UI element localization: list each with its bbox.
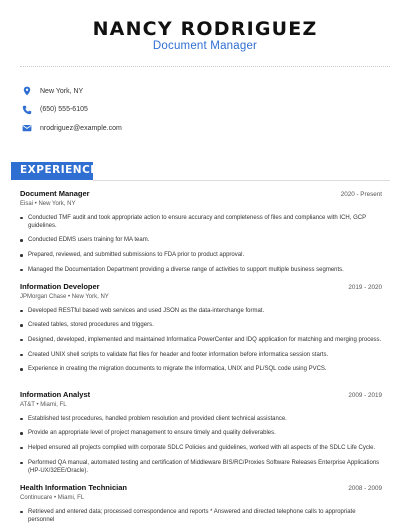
email-icon	[22, 123, 32, 133]
location-pin-icon	[22, 86, 32, 96]
contact-block	[22, 82, 382, 138]
job-company: Continucare • Miami, FL	[20, 495, 85, 501]
bullet-item: Performed QA manual, automated testing and certification of Middleware BIS/RC/Proxies Software Releases Enterprise Applications (HP-UX/32EE/Oracle).	[20, 459, 382, 475]
bullet-item: Managed the Documentation Department providing a diverse range of activities to support multiple business segments.	[20, 266, 382, 274]
job-title: Document Manager	[20, 189, 90, 198]
location-text: New York, NY	[40, 87, 84, 95]
bullet-item: Developed RESTful based web services and used JSON as the data-interchange format.	[20, 307, 382, 315]
job-company: Eisai • New York, NY	[20, 201, 76, 207]
job-company: JPMorgan Chase • New York, NY	[20, 294, 109, 300]
bullet-item: Conducted TMF audit and took appropriate action to ensure accuracy and completeness of files and compliance with ICH, GCP guidelines.	[20, 214, 382, 230]
job-entry	[20, 390, 382, 475]
experience-heading: EXPERIENCE	[20, 164, 98, 176]
phone-text: (650) 555-6105	[40, 106, 88, 113]
header-divider	[20, 66, 390, 67]
email-text: nrodriguez@example.com	[40, 124, 122, 132]
job-dates: 2019 - 2020	[348, 284, 382, 291]
bullet-item: Created UNIX shell scripts to validate flat files for header and footer information before informatica session starts.	[20, 351, 382, 359]
bullet-item: Created tables, stored procedures and triggers.	[20, 321, 382, 329]
contact-phone	[22, 101, 382, 119]
job-bullets	[20, 415, 382, 476]
bullet-item: Experience in creating the migration documents to migrate the Informatica, UNIX and PL/SQL code using PVCS.	[20, 365, 382, 373]
job-title: Information Developer	[20, 282, 100, 291]
job-bullets	[20, 214, 382, 275]
bullet-item: Conducted EDMS users training for MA team.	[20, 236, 382, 244]
job-dates: 2020 - Present	[340, 191, 382, 198]
job-bullets	[20, 508, 382, 524]
bullet-item: Established test procedures, handled problem resolution and provided client technical assistance.	[20, 415, 382, 423]
bullet-item: Retrieved and entered data; processed correspondence and reports * Answered and directed telephone calls to appropriate personnel	[20, 508, 382, 524]
bullet-item: Prepared, reviewed, and submitted submissions to FDA prior to product approval.	[20, 251, 382, 259]
job-company: AT&T • Miami, FL	[20, 402, 67, 408]
experience-heading-rule	[93, 180, 390, 181]
job-title: Health Information Technician	[20, 483, 127, 492]
job-entry	[20, 189, 382, 274]
job-dates: 2008 - 2009	[348, 485, 382, 492]
contact-email	[22, 119, 382, 137]
job-entry	[20, 282, 382, 374]
bullet-item: Helped ensured all projects complied with corporate SDLC Policies and guidelines, worked with all aspects of the SDLC Life Cycle.	[20, 444, 382, 452]
candidate-name: NANCY RODRIGUEZ	[92, 18, 318, 40]
job-bullets	[20, 307, 382, 374]
bullet-item: Provide an appropriate level of project management to ensure timely and quality deliverables.	[20, 429, 382, 437]
job-title: Information Analyst	[20, 390, 91, 399]
job-entry	[20, 483, 382, 524]
phone-icon	[22, 105, 32, 115]
candidate-role: Document Manager	[152, 40, 258, 52]
contact-location	[22, 82, 382, 100]
bullet-item: Designed, developed, implemented and maintained Informatica PowerCenter and IDQ application for matching and merging process.	[20, 336, 382, 344]
job-dates: 2009 - 2019	[348, 392, 382, 399]
